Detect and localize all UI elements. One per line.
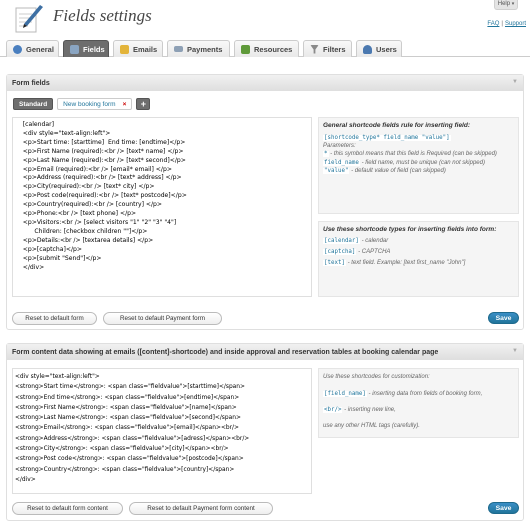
form-content-data-panel xyxy=(6,343,524,521)
save-form-fields-button[interactable]: Save xyxy=(488,312,519,324)
page-header xyxy=(0,0,530,40)
tab-filters[interactable] xyxy=(303,40,352,57)
faq-link[interactable]: FAQ xyxy=(487,21,500,27)
payments-icon xyxy=(174,46,183,52)
users-icon xyxy=(363,45,372,54)
value-desc: - default value of field (can skipped) xyxy=(349,167,446,174)
email-icon xyxy=(120,45,129,54)
save-content-data-button[interactable]: Save xyxy=(488,502,519,514)
resources-icon xyxy=(241,45,250,54)
settings-tabs xyxy=(0,40,530,57)
form-tab-standard[interactable]: Standard xyxy=(13,98,53,110)
content-data-panel-header[interactable] xyxy=(7,344,523,360)
value-code: "value" xyxy=(324,167,349,174)
other-tags-note: use any other HTML tags (carefully). xyxy=(323,423,420,429)
form-fields-title: Form fields xyxy=(12,80,50,87)
tab-users[interactable] xyxy=(356,40,402,57)
tab-payments[interactable] xyxy=(167,40,230,57)
content-help-intro: Use these shortcodes for customization: xyxy=(323,374,430,380)
collapse-arrow-icon[interactable]: ▼ xyxy=(512,348,518,354)
form-tab-new-label: New booking form xyxy=(63,100,116,108)
fields-icon xyxy=(70,45,79,54)
star-code: * xyxy=(324,151,328,158)
text-desc: - text field. Example: [text first_name "John"] xyxy=(345,260,466,267)
help-label: Help xyxy=(497,1,511,7)
reset-default-payment-form-button[interactable]: Reset to default Payment form xyxy=(103,312,222,325)
collapse-arrow-icon[interactable]: ▼ xyxy=(512,79,518,85)
form-tab-new-booking-form[interactable] xyxy=(57,98,132,110)
top-links xyxy=(487,21,526,27)
captcha-desc: - CAPTCHA xyxy=(356,249,391,256)
close-tab-icon[interactable]: × xyxy=(122,100,127,108)
general-rule-help xyxy=(318,117,519,214)
form-fields-panel xyxy=(6,74,524,330)
add-form-button[interactable]: + xyxy=(136,98,150,110)
tab-emails[interactable] xyxy=(113,40,163,57)
support-link[interactable]: Support xyxy=(504,21,526,27)
tab-resources[interactable] xyxy=(234,40,299,57)
content-data-title: Form content data showing at emails ([content]-shortcode) and inside approval and reservation tables at booking calendar page xyxy=(12,349,439,356)
tab-fields-label: Fields xyxy=(83,44,105,54)
text-code: [text] xyxy=(324,260,345,267)
captcha-code: [captcha] xyxy=(324,249,356,256)
tab-resources-label: Resources xyxy=(254,44,293,54)
tab-payments-label: Payments xyxy=(187,44,223,54)
gear-icon xyxy=(13,45,22,54)
tab-filters-label: Filters xyxy=(323,44,346,54)
star-desc: - this symbol means that this field is Required (can be skipped) xyxy=(328,151,497,158)
field-name-desc: - field name, must be unique (can not skipped) xyxy=(359,159,485,166)
tab-fields[interactable] xyxy=(63,40,109,57)
content-data-textarea[interactable]: <div style="text-align:left"> <strong>Start time</strong>: <span class="fieldvalue">[starttime]</span> <strong>End time</strong>: <span class="fieldvalue">[endtime]</span> <strong>First Name</strong>: <span class="fieldvalue">[name]</span> <strong>Last Name</strong>: <span class="fieldvalue">[second]</span> <strong>Email</strong>: <span class="fieldvalue">[email]</span><br/> <strong>Address</strong>: <span class="fieldvalue">[adress]</span><br/> <strong>City</strong>: <span class="fieldvalue">[city]</span><br/> <strong>Post code</strong>: <span class="fieldvalue">[postcode]</span> <strong>Country</strong>: <span class="fieldvalue">[country]</span> </div> xyxy=(12,368,312,494)
booking-form-tabs xyxy=(13,98,150,110)
types-title: Use these shortcode types for inserting fields into form: xyxy=(323,226,497,233)
general-rule-title: General shortcode fields rule for inserting field: xyxy=(323,122,470,129)
help-button[interactable] xyxy=(494,0,518,10)
content-shortcodes-help xyxy=(318,368,519,438)
calendar-desc: - calendar xyxy=(359,238,389,244)
field-name-shortcode-desc: - inserting data from fields of booking form, xyxy=(366,391,483,397)
calendar-code: [calendar] xyxy=(324,238,359,244)
shortcode-types-help xyxy=(318,221,519,297)
reset-default-form-content-button[interactable]: Reset to default form content xyxy=(12,502,123,515)
form-fields-textarea[interactable]: [calendar] <div style="text-align:left"> <p>Start time: [starttime] End time: [endtime]</p> <p>First Name (required):<br /> [text* name] </p> <p>Last Name (required):<br /> [text* second]</p> <p>Email (required):<br /> [email* email] </p> <p>Address (required):<br /> [text* address] </p> <p>City(required):<br /> [text* city] </p> <p>Post code(required):<br /> [text* postcode]</p> <p>Country(required):<br /> [country] </p> <p>Phone:<br /> [text phone] </p> <p>Visitors:<br /> [select visitors "1" "2" "3" "4"] Children: [checkbox children ""]</p> <p>Details:<br /> [textarea details] </p> <p>[captcha]</p> <p>[submit "Send"]</p> </div> xyxy=(12,117,312,297)
filter-icon xyxy=(310,45,319,54)
reset-default-payment-form-content-button[interactable]: Reset to default Payment form content xyxy=(129,502,273,515)
rule-code: [shortcode_type* field_name "value"] xyxy=(324,135,450,141)
tab-general[interactable] xyxy=(6,40,59,57)
tab-general-label: General xyxy=(26,44,54,54)
links-separator: | xyxy=(501,21,503,27)
parameters-label: Parameters: xyxy=(323,143,356,150)
br-shortcode: <br/> xyxy=(324,407,342,413)
br-shortcode-desc: - inserting new line, xyxy=(342,407,396,413)
tab-emails-label: Emails xyxy=(133,44,158,54)
field-name-shortcode: [field_name] xyxy=(324,391,366,397)
field-name-code: field_name xyxy=(324,159,359,166)
fields-settings-logo-icon xyxy=(10,2,44,34)
reset-default-form-button[interactable]: Reset to default form xyxy=(12,312,97,325)
help-caret-icon: ▾ xyxy=(511,1,515,7)
form-fields-panel-header[interactable] xyxy=(7,75,523,91)
page-title: Fields settings xyxy=(53,6,152,25)
tab-users-label: Users xyxy=(376,44,397,54)
